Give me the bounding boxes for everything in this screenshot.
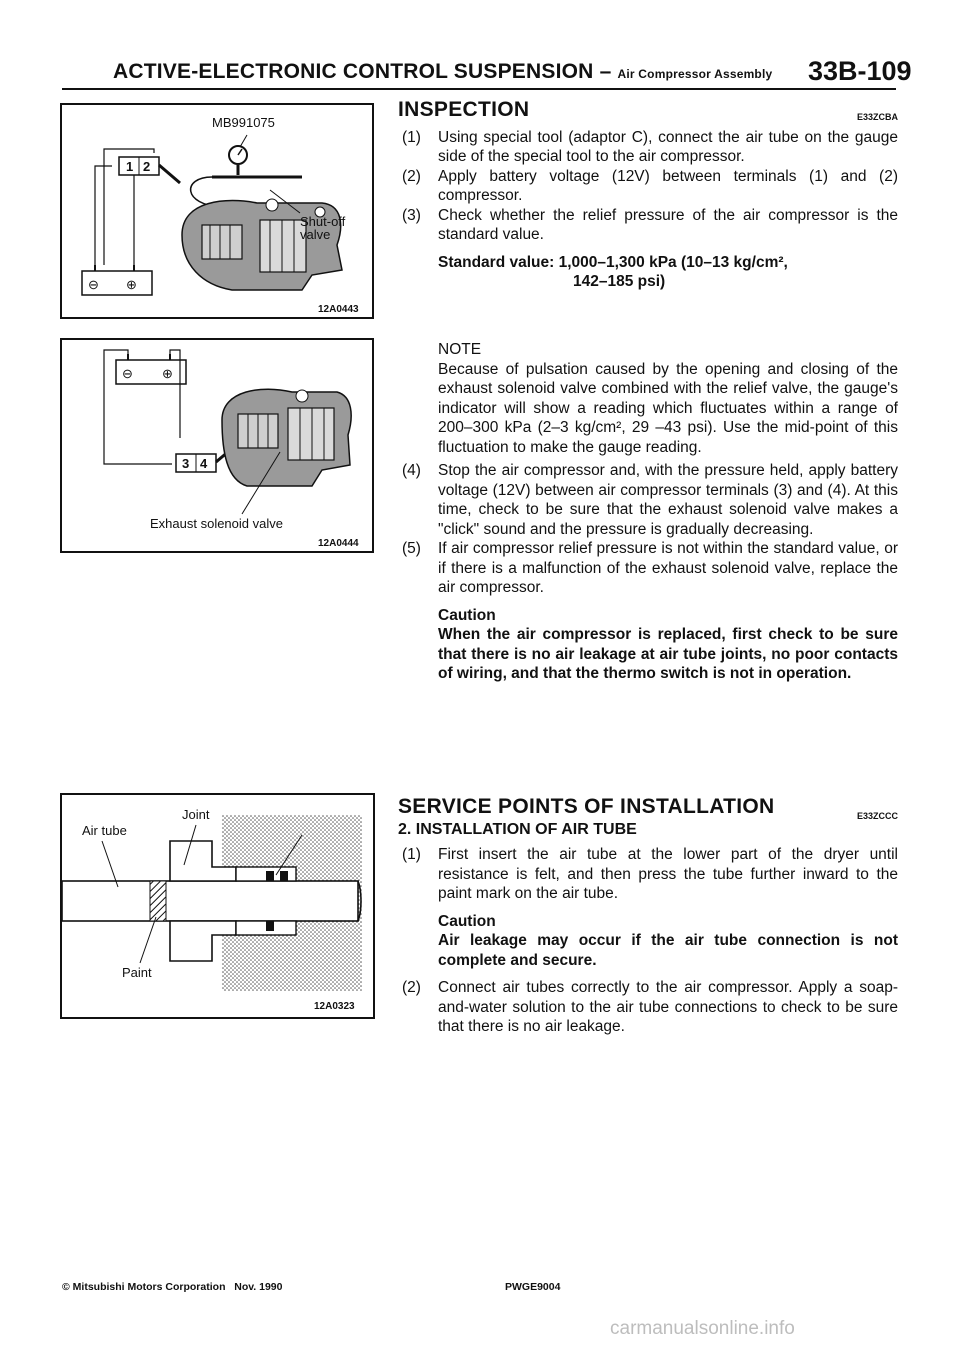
figure-code: 12A0444 — [318, 538, 359, 549]
service-step-1: (1) First insert the air tube at the lower part of the dryer until resistance is felt, and then press the tube further inward to the paint mark on the air tube. — [402, 846, 898, 902]
svg-text:2: 2 — [143, 159, 151, 174]
joint-label: Joint — [182, 807, 210, 822]
footer-doc-code: PWGE9004 — [505, 1281, 561, 1293]
battery-minus-label: ⊖ — [88, 277, 99, 292]
battery-minus-label: ⊖ — [122, 366, 133, 381]
service-caution-text: Air leakage may occur if the air tube connection is not complete and secure. — [438, 932, 898, 969]
page-number: 33B-109 — [808, 56, 912, 86]
battery-plus-label: ⊕ — [162, 366, 173, 381]
inspection-note — [398, 340, 898, 684]
inspection-step-4: (4) Stop the air compressor and, with the pressure held, apply battery voltage (12V) between air compressor terminals (3) and (4). At this time, check to be sure that the exhaust solenoid valve makes a "click" sound and the pressure is gradually decreasing. — [402, 462, 898, 538]
standard-value: Standard value: 1,000–1,300 kPa (10–13 kg/cm², 142–185 psi) — [438, 253, 788, 290]
figure-code: 12A0323 — [314, 1001, 355, 1012]
note-text: Because of pulsation caused by the opening and closing of the exhaust solenoid valve combined with the relief valve, the gauge's indicator will show a reading which fluctuates within a range of 200–300 kPa (2–3 kg/cm², 29 –43 psi). Use the mid-point of this fluctuation to make the gauge reading. — [438, 360, 898, 456]
section-title: ACTIVE-ELECTRONIC CONTROL SUSPENSION – Air Compressor Assembly — [113, 60, 773, 83]
figure-code: 12A0443 — [318, 304, 359, 315]
svg-text:4: 4 — [200, 456, 208, 471]
inspection-section — [398, 100, 898, 292]
header-rule — [62, 88, 896, 90]
service-caution-label: Caution — [438, 912, 496, 930]
paint-label: Paint — [122, 965, 152, 980]
inspection-code: E33ZCBA — [856, 112, 898, 122]
terminal-label: 1 — [126, 159, 134, 174]
service-step-2: (2) Connect air tubes correctly to the air compressor. Apply a soap-and-water solution to the air tube connections to check to be sure that there is no air leakage. — [402, 979, 898, 1035]
inspection-step-2: (2) Apply battery voltage (12V) between terminals (1) and (2) compressor. — [402, 167, 898, 204]
caution-label: Caution — [438, 606, 496, 624]
shutoff-label-1: Shut-off — [300, 214, 346, 229]
tool-label: MB991075 — [212, 115, 275, 130]
battery-plus-label: ⊕ — [126, 277, 137, 292]
service-section — [398, 797, 898, 1037]
figure-compressor-battery-3-4 — [60, 338, 374, 553]
service-code: E33ZCCC — [856, 811, 898, 821]
subsection-title: Air Compressor Assembly — [617, 67, 773, 81]
caution-text: When the air compressor is replaced, first check to be sure that there is no air leakage at air tube joints, no poor contacts of wiring, and that the thermo switch is not in operation. — [438, 626, 898, 682]
service-heading: SERVICE POINTS OF INSTALLATION — [398, 795, 775, 818]
note-label: NOTE — [438, 341, 482, 358]
shutoff-label-2: valve — [300, 227, 331, 242]
inspection-step-3: (3) Check whether the relief pressure of the air compressor is the standard value. — [402, 206, 898, 243]
inspection-step-5: (5) If air compressor relief pressure is not within the standard value, or if there is a malfunction of the exhaust solenoid valve, replace the air compressor. — [402, 540, 898, 596]
watermark: carmanualsonline.info — [610, 1318, 795, 1339]
footer-copyright: © Mitsubishi Motors Corporation Nov. 1990 — [62, 1281, 283, 1293]
figure-air-tube-joint — [60, 793, 375, 1019]
service-subheading: 2. INSTALLATION OF AIR TUBE — [398, 820, 637, 838]
svg-text:3: 3 — [182, 456, 190, 471]
inspection-heading: INSPECTION — [398, 98, 530, 121]
exhaust-valve-caption: Exhaust solenoid valve — [150, 516, 283, 531]
air-tube-label: Air tube — [82, 823, 127, 838]
inspection-step-1: (1) Using special tool (adaptor C), connect the air tube on the gauge side of the special tool to the air compressor. — [402, 128, 898, 165]
figure-compressor-battery-1-2 — [60, 103, 374, 319]
